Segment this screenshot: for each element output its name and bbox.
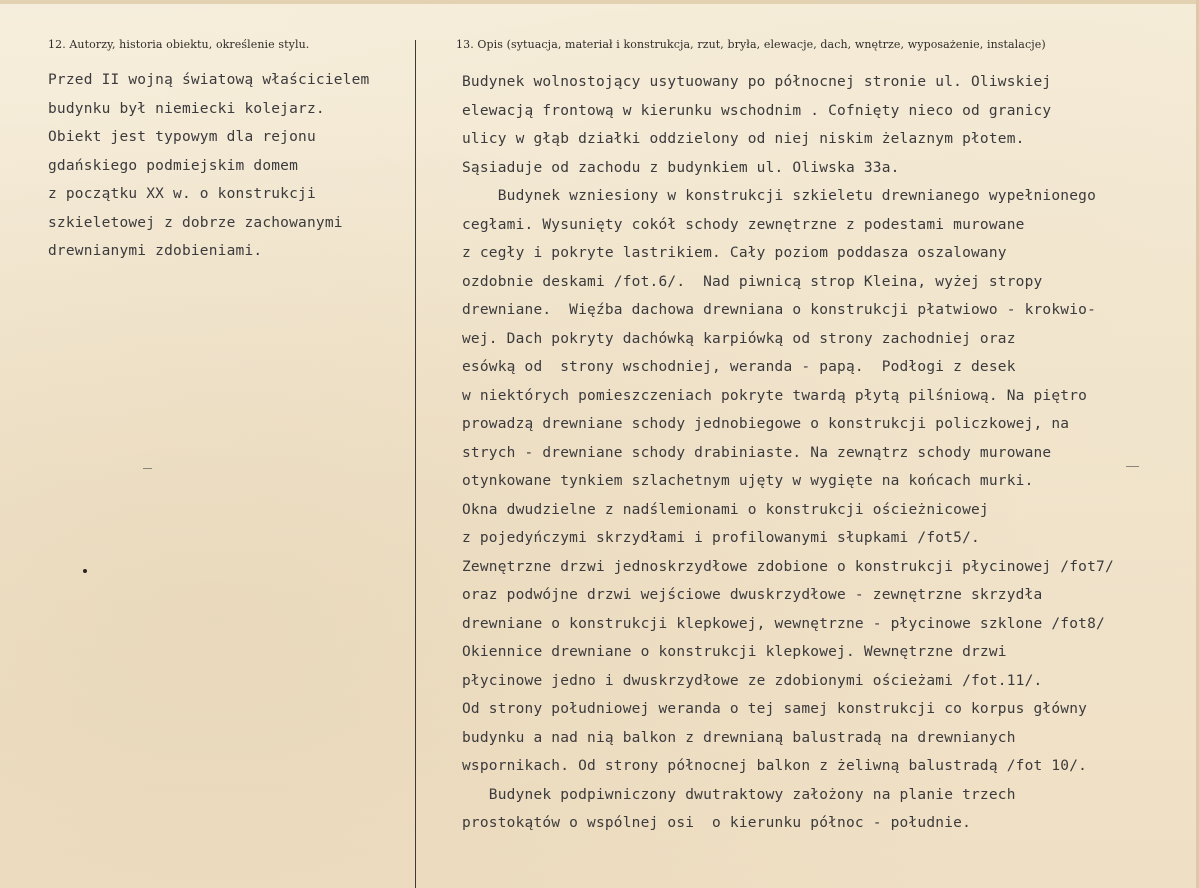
description-line: Zewnętrzne drzwi jednoskrzydłowe zdobione o konstrukcji płycinowej /fot7/ (462, 558, 1114, 575)
history-line: Przed II wojną światową właścicielem (48, 72, 370, 88)
paper-edge-top (0, 0, 1199, 4)
description-line: z pojedyńczymi skrzydłami i profilowanymi słupkami /fot5/. (462, 530, 980, 546)
description-line: ozdobnie deskami /fot.6/. Nad piwnicą strop Kleina, wyżej stropy (462, 273, 1043, 290)
history-line: gdańskiego podmiejskim domem (48, 157, 299, 174)
pencil-mark (1126, 466, 1139, 467)
history-line: budynku był niemiecki kolejarz. (48, 100, 325, 117)
description-line: oraz podwójne drzwi wejściowe dwuskrzydłowe - zewnętrzne skrzydła (462, 587, 1043, 603)
description-line: Od strony południowej weranda o tej samej konstrukcji co korpus główny (462, 701, 1088, 717)
description-line: wspornikach. Od strony północnej balkon z żeliwną balustradą /fot 10/. (462, 758, 1088, 774)
description-line: płycinowe jedno i dwuskrzydłowe ze zdobionymi ościeżami /fot.11/. (462, 672, 1043, 689)
ink-speck (83, 569, 87, 573)
description-line: wej. Dach pokryty dachówką karpiówką od strony zachodniej oraz (462, 330, 1016, 347)
description-line: Sąsiaduje od zachodu z budynkiem ul. Oliwska 33a. (462, 159, 900, 176)
history-line: drewnianymi zdobieniami. (48, 243, 263, 259)
description-line: cegłami. Wysunięty cokół schody zewnętrzne z podestami murowane (462, 216, 1025, 233)
description-line: strych - drewniane schody drabiniaste. Na zewnątrz schody murowane (462, 444, 1052, 461)
description-line: Budynek podpiwniczony dwutraktowy założony na planie trzech (462, 786, 1016, 803)
description-line: prowadzą drewniane schody jednobiegowe o konstrukcji policzkowej, na (462, 416, 1070, 432)
description-line: budynku a nad nią balkon z drewnianą balustradą na drewnianych (462, 729, 1016, 746)
history-line: Obiekt jest typowym dla rejonu (48, 129, 316, 145)
description-line: ulicy w głąb działki oddzielony od niej niskim żelaznym płotem. (462, 131, 1025, 147)
description-line: w niektórych pomieszczeniach pokryte twardą płytą pilśniową. Na piętro (462, 387, 1088, 404)
section-13-heading: 13. Opis (sytuacja, materiał i konstrukcja, rzut, bryła, elewacje, dach, wnętrze, wyposażenie, instalacje) (456, 38, 1046, 51)
column-divider (415, 40, 416, 888)
description-line: prostokątów o wspólnej osi o kierunku północ - południe. (462, 815, 971, 831)
description-line: z cegły i pokryte lastrikiem. Cały poziom poddasza oszalowany (462, 245, 1007, 261)
description-line: Okiennice drewniane o konstrukcji klepkowej. Wewnętrzne drzwi (462, 644, 1007, 660)
description-line: drewniane. Więźba dachowa drewniana o konstrukcji płatwiowo - krokwio- (462, 302, 1097, 318)
description-line: Budynek wzniesiony w konstrukcji szkieletu drewnianego wypełnionego (462, 188, 1097, 204)
pencil-mark (143, 468, 152, 469)
description-line: esówką od strony wschodniej, weranda - papą. Podłogi z desek (462, 359, 1016, 375)
history-line: z początku XX w. o konstrukcji (48, 186, 316, 202)
description-line: elewacją frontową w kierunku wschodnim . Cofnięty nieco od granicy (462, 102, 1052, 119)
description-line: otynkowane tynkiem szlachetnym ujęty w wygięte na końcach murki. (462, 473, 1034, 489)
section-12-heading: 12. Autorzy, historia obiektu, określenie stylu. (48, 38, 310, 51)
history-line: szkieletowej z dobrze zachowanymi (48, 214, 343, 231)
description-line: drewniane o konstrukcji klepkowej, wewnętrzne - płycinowe szklone /fot8/ (462, 615, 1105, 632)
description-line: Okna dwudzielne z nadślemionami o konstrukcji ościeżnicowej (462, 501, 989, 518)
description-line: Budynek wolnostojący usytuowany po północnej stronie ul. Oliwskiej (462, 74, 1052, 90)
